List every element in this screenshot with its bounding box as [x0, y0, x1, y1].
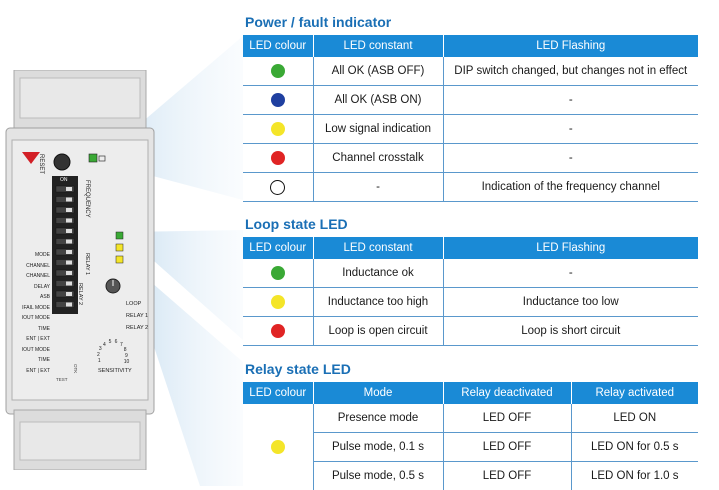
- led-dot-icon: [271, 440, 285, 454]
- relay1-side-label: RELAY 1: [84, 253, 90, 275]
- led-constant-cell: Low signal indication: [313, 115, 443, 144]
- dip-switch-knob: [66, 198, 72, 202]
- dip-label: TIME: [38, 357, 50, 363]
- reset-button: [54, 154, 70, 170]
- led-flashing-cell: Inductance too low: [443, 288, 698, 317]
- dial-number: 10: [124, 359, 130, 365]
- loop-table-row: [243, 288, 698, 317]
- dip-switch-knob: [66, 250, 72, 254]
- dial-number: 7: [120, 342, 123, 348]
- led-constant-cell: Loop is open circuit: [313, 317, 443, 346]
- dip-switch-knob: [66, 282, 72, 286]
- led-flashing-cell: -: [443, 86, 698, 115]
- relay-deactivated-cell: LED OFF: [443, 433, 571, 462]
- relay-header-cell: LED colour: [243, 382, 313, 404]
- led-flashing-cell: -: [443, 259, 698, 288]
- loop-header-cell: LED colour: [243, 237, 313, 259]
- led-constant-cell: Inductance too high: [313, 288, 443, 317]
- power-table: [243, 35, 698, 202]
- led-constant-cell: Inductance ok: [313, 259, 443, 288]
- led-colour-cell: [243, 317, 313, 346]
- dip-switch-knob: [66, 219, 72, 223]
- otk-label: OTK: [73, 364, 78, 373]
- led-dot-icon: [270, 180, 285, 195]
- loop-header-cell: LED Flashing: [443, 237, 698, 259]
- dial-number: 8: [124, 347, 127, 353]
- loop-led-label: LOOP: [126, 301, 141, 307]
- relay-header-cell: Relay activated: [571, 382, 698, 404]
- led-dot-icon: [271, 122, 285, 136]
- power-section-title: Power / fault indicator: [245, 14, 391, 30]
- detector-device: [0, 70, 160, 470]
- power-header-cell: LED constant: [313, 35, 443, 57]
- led-dot-icon: [271, 266, 285, 280]
- power-table-row: [243, 173, 698, 202]
- power-header-cell: LED colour: [243, 35, 313, 57]
- relay1-led-label: RELAY 1: [126, 313, 148, 319]
- power-table-row: [243, 115, 698, 144]
- led-flashing-cell: DIP switch changed, but changes not in effect: [443, 57, 698, 86]
- dip-label: ENT | EXT: [26, 368, 50, 374]
- loop-section-title: Loop state LED: [245, 216, 348, 232]
- dial-number: 1: [98, 358, 101, 364]
- reset-label: RESET: [38, 154, 44, 174]
- dial-number: 5: [109, 339, 112, 345]
- relay-mode-cell: Pulse mode, 0.1 s: [313, 433, 443, 462]
- power-table-row: [243, 144, 698, 173]
- led-colour-cell: [243, 86, 313, 115]
- relay-header-cell: Relay deactivated: [443, 382, 571, 404]
- loop-table: [243, 237, 698, 346]
- led-flashing-cell: Indication of the frequency channel: [443, 173, 698, 202]
- power-table-row: [243, 86, 698, 115]
- led-colour-cell: [243, 404, 313, 490]
- relay-table-row: [243, 404, 698, 433]
- dip-label: ASB: [40, 294, 50, 300]
- led-colour-cell: [243, 173, 313, 202]
- relay-section-title: Relay state LED: [245, 361, 351, 377]
- led-flashing-cell: -: [443, 115, 698, 144]
- led-dot-icon: [271, 295, 285, 309]
- dip-switch-knob: [66, 240, 72, 244]
- power-table-row: [243, 57, 698, 86]
- relay-deactivated-cell: LED OFF: [443, 462, 571, 490]
- led-constant-cell: -: [313, 173, 443, 202]
- dial-number: 6: [115, 339, 118, 345]
- dip-label: TIME: [38, 326, 50, 332]
- loop-table-row: [243, 317, 698, 346]
- dip-on-label: ON: [60, 177, 68, 183]
- sensitivity-label: SENSITIVITY: [98, 368, 132, 374]
- relay-activated-cell: LED ON for 0.5 s: [571, 433, 698, 462]
- relay-activated-cell: LED ON: [571, 404, 698, 433]
- led-dot-icon: [271, 151, 285, 165]
- relay-header-cell: Mode: [313, 382, 443, 404]
- dip-label: DELAY: [34, 284, 50, 290]
- led-colour-cell: [243, 288, 313, 317]
- loop-header-cell: LED constant: [313, 237, 443, 259]
- loop-table-row: [243, 259, 698, 288]
- dip-label: IOUT MODE: [22, 347, 50, 353]
- led-colour-cell: [243, 115, 313, 144]
- dip-label: ENT | EXT: [26, 336, 50, 342]
- led-dot-icon: [271, 64, 285, 78]
- relay2-led-label: RELAY 2: [126, 325, 148, 331]
- relay-mode-cell: Presence mode: [313, 404, 443, 433]
- relay-activated-cell: LED ON for 1.0 s: [571, 462, 698, 490]
- led-constant-cell: Channel crosstalk: [313, 144, 443, 173]
- dip-label: MODE: [35, 252, 50, 258]
- led-dot-icon: [271, 93, 285, 107]
- dip-switch-knob: [66, 187, 72, 191]
- led-colour-cell: [243, 144, 313, 173]
- relay1-led: [116, 244, 123, 251]
- dip-switch-knob: [66, 292, 72, 296]
- test-label: TEST: [56, 377, 68, 382]
- dip-switch-knob: [66, 303, 72, 307]
- dip-switch-knob: [66, 261, 72, 265]
- led-dot-icon: [271, 324, 285, 338]
- frequency-label: FREQUENCY: [84, 180, 90, 218]
- relay-mode-cell: Pulse mode, 0.5 s: [313, 462, 443, 490]
- relay2-led: [116, 256, 123, 263]
- led-flashing-cell: Loop is short circuit: [443, 317, 698, 346]
- relay-table: [243, 382, 698, 490]
- led-colour-cell: [243, 259, 313, 288]
- power-header-cell: LED Flashing: [443, 35, 698, 57]
- loop-led: [116, 232, 123, 239]
- power-led: [89, 154, 97, 162]
- relay2-side-label: RELAY 2: [77, 283, 83, 305]
- led-constant-cell: All OK (ASB ON): [313, 86, 443, 115]
- dial-number: 3: [99, 346, 102, 352]
- dial-number: 4: [103, 342, 106, 348]
- led-colour-cell: [243, 57, 313, 86]
- dial-number: 9: [125, 353, 128, 359]
- led-flashing-cell: -: [443, 144, 698, 173]
- dip-switch-knob: [66, 271, 72, 275]
- dip-label: CHANNEL: [26, 263, 50, 269]
- dip-label: CHANNEL: [26, 273, 50, 279]
- dip-switch-knob: [66, 208, 72, 212]
- dip-label: IFAIL MODE: [22, 305, 50, 311]
- relay-deactivated-cell: LED OFF: [443, 404, 571, 433]
- dip-label: IOUT MODE: [22, 315, 50, 321]
- led-constant-cell: All OK (ASB OFF): [313, 57, 443, 86]
- dial-number: 2: [97, 352, 100, 358]
- dip-switch-knob: [66, 229, 72, 233]
